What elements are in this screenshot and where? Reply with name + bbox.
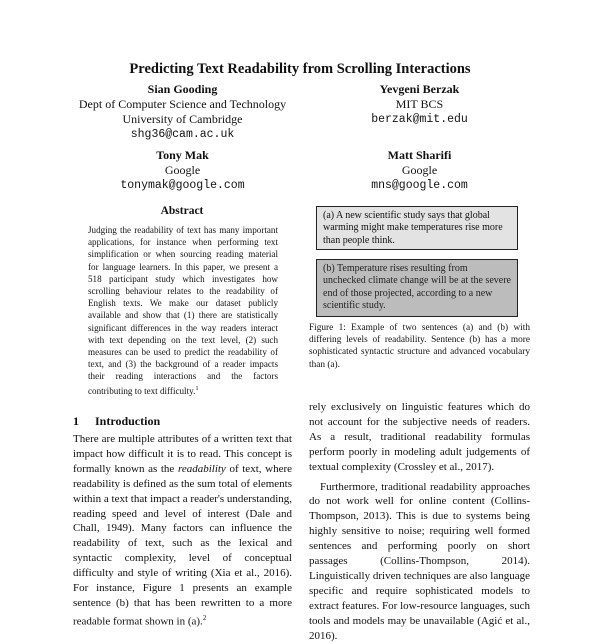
- right-column-text: [309, 400, 530, 644]
- author-block-3: [73, 148, 292, 193]
- section-heading: [73, 414, 160, 429]
- intro-paragraph-1: [73, 432, 292, 629]
- footnote-marker: 1: [195, 384, 199, 392]
- author-email: berzak@mit.edu: [371, 113, 468, 126]
- author-affiliation: MIT BCS: [395, 97, 444, 111]
- author-affiliation: University of Cambridge: [122, 112, 243, 126]
- sentence-b-text: (b) Temperature rises resulting from unchecked climate change will be at the severe end of those projected, according to a new scientific study.: [323, 263, 511, 311]
- figure-caption: Figure 1: Example of two sentences (a) and (b) with differing levels of readability. Sentence (b) has a more sophisticated syntactic structure and advanced vocabulary than (a).: [309, 323, 530, 370]
- section-number: 1: [73, 414, 79, 428]
- author-name: Yevgeni Berzak: [379, 82, 460, 96]
- left-column-text: [73, 432, 292, 629]
- text-span: of text, where readability is defined as the sum total of elements within a text that impact a reader's understanding, reading speed and level of interest (Dale and Chall, 1949). Many factors can influence the readability of text, such as the lexical and syntactic complexity, level of conceptual difficulty and style of writing (Xia et al., 2016). For instance, Figure 1 presents an example sentence (b) that has been rewritten to a more readable format shown in (a).: [73, 462, 292, 628]
- figure-sentence-a-box: [316, 206, 518, 250]
- author-name: Matt Sharifi: [387, 148, 452, 162]
- section-title: Introduction: [95, 414, 161, 428]
- figure-sentence-b-box: [316, 259, 518, 317]
- sentence-a-text: (a) A new scientific study says that global warming might make temperatures rise more than people think.: [323, 210, 503, 246]
- author-block-2: [309, 82, 530, 127]
- text-span: There are multiple attributes of a written text that impact how difficult it is to read. This concept is formally known as the: [73, 433, 292, 475]
- intro-paragraph-2: rely exclusively on linguistic features which do not account for the subjective needs of readers. As a result, traditional readability formulas perform poorly in modeling adult judgements of textual complexity (Crossley et al., 2017).: [309, 401, 530, 473]
- paper-title: Predicting Text Readability from Scrolling Interactions: [129, 61, 471, 77]
- author-affiliation: Google: [401, 163, 438, 177]
- footnote-marker: 2: [202, 613, 207, 622]
- author-name: Tony Mak: [156, 148, 209, 162]
- author-email: mns@google.com: [371, 179, 468, 192]
- author-affiliation: Dept of Computer Science and Technology: [78, 97, 287, 111]
- italic-term: readability: [177, 462, 226, 475]
- abstract-heading: Abstract: [160, 205, 204, 217]
- author-block-4: [309, 148, 530, 193]
- author-name: Sian Gooding: [147, 82, 218, 96]
- author-email: shg36@cam.ac.uk: [130, 128, 235, 141]
- intro-paragraph-3: Furthermore, traditional readability approaches do not work well for online content (Collins-Thompson, 2013). This is due to systems being highly sensitive to noise; requiring well formed sentences and performing poorly on short passages (Collins-Thompson, 2014). Linguistically driven techniques are also language specific and require sophisticated models to extract features. For low-resource languages, such tools and models may be unavailable (Agić et al., 2016).: [309, 480, 530, 642]
- abstract-body: Judging the readability of text has many important applications, for instance when performing text simplification or when sourcing reading material for language learners. In this paper, we present a 518 participant study which investigates how scrolling behaviour relates to the readability of English texts. We make our dataset publicly available and show that (1) there are statistically significant differences in the way readers interact with text depending on the text level, (2) such measures can be used to predict the readability of text, and (3) the background of a reader impacts their reading interactions and the factors contributing to text difficulty.: [88, 225, 278, 396]
- author-affiliation: Google: [164, 163, 201, 177]
- author-block-1: [73, 82, 292, 142]
- author-email: tonymak@google.com: [120, 179, 245, 192]
- abstract-text: [88, 224, 278, 397]
